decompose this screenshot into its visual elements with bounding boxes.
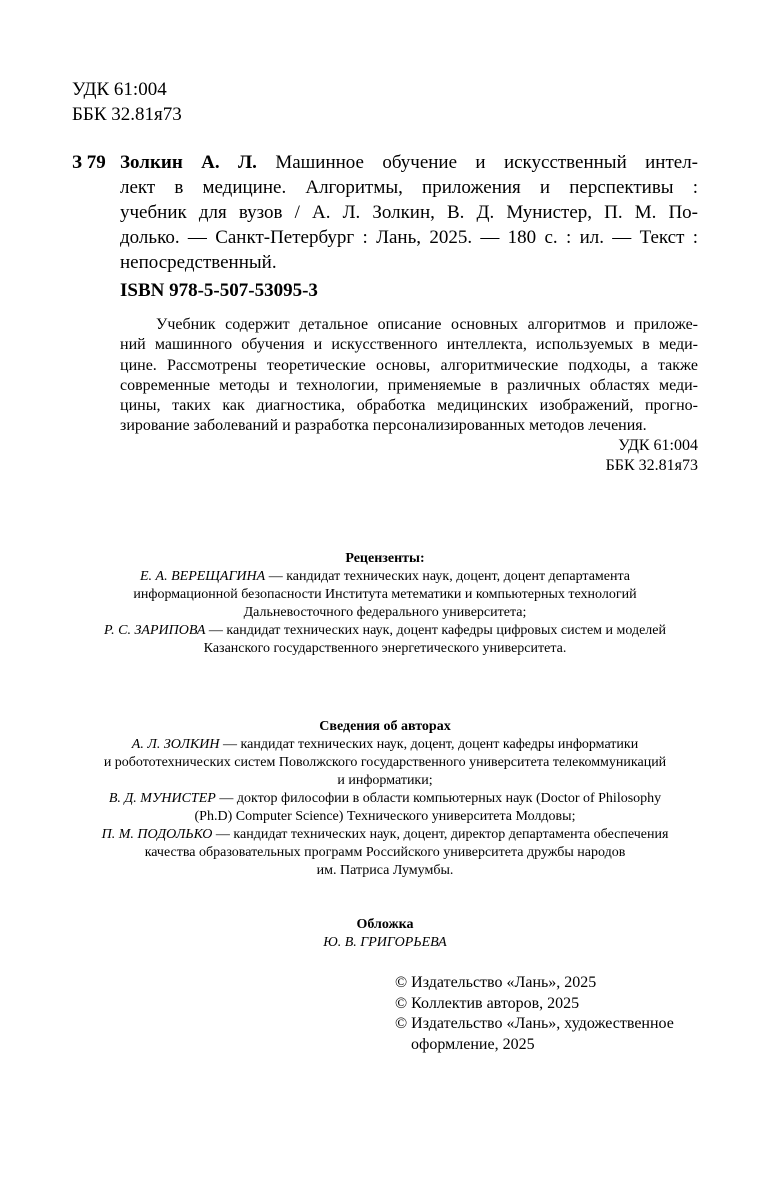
cover-section — [40, 916, 730, 952]
bib-line-5: непосредственный. — [120, 252, 277, 273]
annotation-line: цине. Рассмотрены теоретические основы, алгоритмические подходы, а также — [120, 356, 698, 374]
author-3-line-2: качества образовательных программ Российского университета дружбы народов — [144, 845, 626, 860]
copyright-authors: © Коллектив авторов, 2025 — [395, 994, 580, 1012]
bib-line-2: лект в медицине. Алгоритмы, приложения и перспективы : — [120, 177, 698, 198]
author-1-line-2: и робототехнических систем Поволжского государственного университета телекоммуникаций — [103, 755, 667, 770]
author-2-name: В. Д. МУНИСТЕР — [108, 791, 216, 806]
reviewer-2-name: Р. С. ЗАРИПОВА — [103, 623, 206, 638]
cover-designer: Ю. В. ГРИГОРЬЕВА — [323, 935, 447, 950]
copyright-design-cont: оформление, 2025 — [411, 1035, 535, 1053]
reviewer-2-line-2: Казанского государственного энергетического университета. — [203, 641, 567, 656]
annotation — [120, 315, 698, 437]
reviewer-1-line-3: Дальневосточного федерального университета; — [243, 605, 527, 620]
bib-line-3: учебник для вузов / А. Л. Золкин, В. Д. Мунистер, П. М. По- — [120, 202, 698, 223]
copyright-publisher: © Издательство «Лань», 2025 — [395, 974, 597, 991]
header-udk: УДК 61:004 — [72, 79, 167, 100]
header-bbk: ББК 32.81я73 — [72, 104, 182, 125]
reviewer-1-line-2: информационной безопасности Института метематики и компьютерных технологий — [133, 587, 637, 602]
author-1-name: А. Л. ЗОЛКИН — [131, 737, 220, 752]
bib-line-4: долько. — Санкт-Петербург : Лань, 2025. — 180 с. : ил. — Текст : — [120, 227, 698, 248]
author-3-line-3: им. Патриса Лумумбы. — [316, 863, 454, 878]
author-1-line-1: — кандидат технических наук, доцент, доцент кафедры информатики — [219, 737, 639, 752]
cover-heading: Обложка — [356, 917, 414, 932]
reviewers-section — [40, 550, 730, 658]
author-3-line-1: — кандидат технических наук, доцент, директор департамента обеспечения — [212, 827, 669, 842]
annotation-line: ний машинного обучения и искусственного интеллекта, используемых в меди- — [120, 336, 698, 354]
author-3-name: П. М. ПОДОЛЬКО — [101, 827, 213, 842]
annotation-classification — [500, 436, 698, 476]
annotation-bbk: ББК 32.81я73 — [605, 457, 698, 474]
authors-section — [40, 718, 730, 880]
authors-heading: Сведения об авторах — [319, 719, 451, 734]
bib-line-1: Машинное обучение и искусственный интел- — [275, 152, 699, 173]
reviewer-2-line-1: — кандидат технических наук, доцент кафедры цифровых систем и моделей — [205, 623, 666, 638]
annotation-line: зирование заболеваний и разработка персонализированных методов лечения. — [120, 417, 647, 435]
bibliographic-record — [120, 150, 698, 275]
reviewer-1-line-1: — кандидат технических наук, доцент, доцент департамента — [265, 569, 630, 584]
header-classification — [72, 77, 182, 127]
copyright-design: © Издательство «Лань», художественное — [395, 1015, 674, 1032]
bib-author: Золкин А. Л. — [120, 152, 257, 173]
author-2-line-2: (Ph.D) Computer Science) Технического университета Молдовы; — [194, 809, 576, 824]
author-code: З 79 — [72, 152, 106, 173]
annotation-line: Учебник содержит детальное описание основных алгоритмов и приложе- — [156, 316, 698, 333]
copyright-block — [395, 973, 674, 1055]
annotation-udk: УДК 61:004 — [618, 437, 698, 454]
isbn: ISBN 978-5-507-53095-3 — [120, 280, 318, 301]
author-1-line-3: и информатики; — [337, 773, 433, 788]
annotation-line: современные методы и технологии, применяемые в различных областях меди- — [120, 376, 698, 394]
reviewers-heading: Рецензенты: — [345, 551, 425, 566]
reviewer-1-name: Е. А. ВЕРЕЩАГИНА — [139, 569, 266, 584]
author-2-line-1: — доктор философии в области компьютерных наук (Doctor of Philosophy — [215, 791, 662, 806]
annotation-line: цины, таких как диагностика, обработка медицинских изображений, прогно- — [120, 397, 698, 415]
